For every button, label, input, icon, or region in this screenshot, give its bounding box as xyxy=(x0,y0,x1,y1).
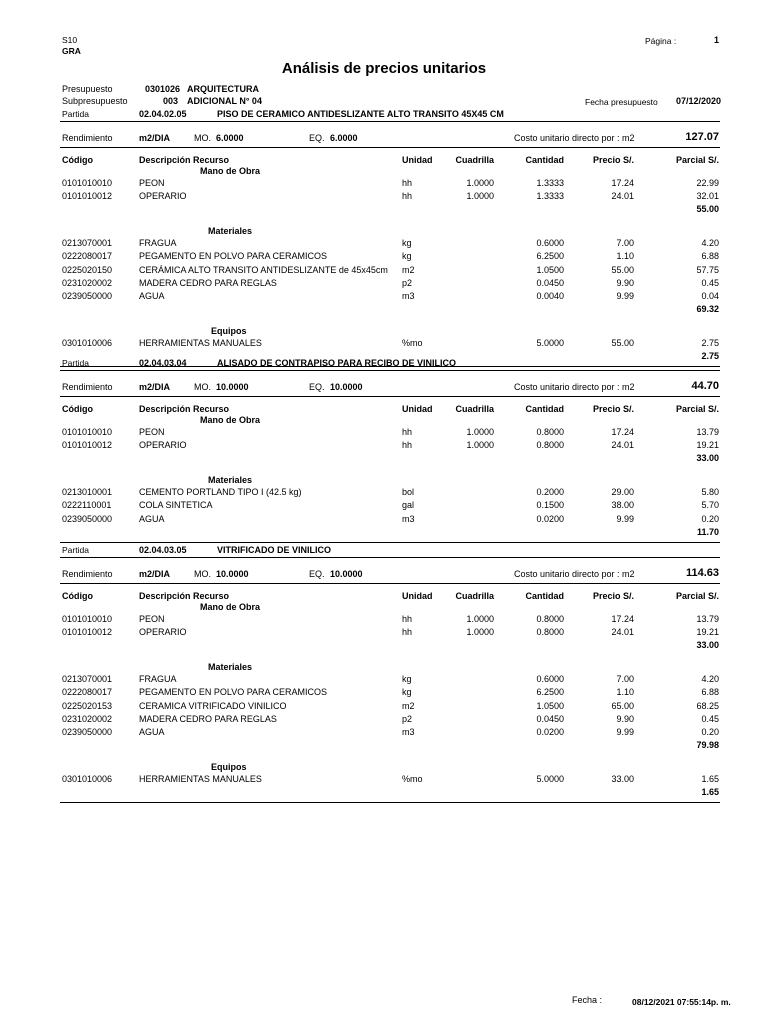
footer-date-label: Fecha : xyxy=(572,995,603,1005)
presupuesto-code: 0301026 xyxy=(145,84,181,94)
col-header-unidad: Unidad xyxy=(402,155,433,165)
row-parcial: 2.75 xyxy=(701,337,719,348)
eq-value: 10.0000 xyxy=(330,569,363,579)
row-descripcion: MADERA CEDRO PARA REGLAS xyxy=(139,713,277,724)
row-cantidad: 1.3333 xyxy=(536,178,564,188)
subpresupuesto-code: 003 xyxy=(163,96,179,106)
row-precio: 55.00 xyxy=(611,264,634,275)
rendimiento-label: Rendimiento xyxy=(62,569,113,579)
group-title: Equipos xyxy=(211,761,247,772)
header-separator xyxy=(60,147,720,148)
eq-label: EQ. xyxy=(309,133,325,143)
costo-unitario-label: Costo unitario directo por : m2 xyxy=(514,569,635,579)
col-header-cuadrilla: Cuadrilla xyxy=(455,591,494,601)
row-unidad: %mo xyxy=(402,337,423,348)
row-codigo: 0101010012 xyxy=(62,191,113,202)
row-parcial: 0.20 xyxy=(701,513,719,524)
row-precio: 9.99 xyxy=(616,726,634,737)
col-header-unidad: Unidad xyxy=(402,591,433,601)
row-descripcion: OPERARIO xyxy=(139,440,187,451)
col-header-codigo: Código xyxy=(62,591,93,601)
row-cantidad: 0.6000 xyxy=(536,238,564,249)
col-header-codigo: Código xyxy=(62,404,93,414)
row-precio: 24.01 xyxy=(611,627,634,638)
row-descripcion: COLA SINTETICA xyxy=(139,500,213,511)
row-codigo: 0213070001 xyxy=(62,238,113,249)
row-cantidad: 1.0500 xyxy=(536,700,564,711)
row-unidad: m3 xyxy=(402,290,415,301)
row-precio: 9.90 xyxy=(616,277,634,288)
fecha-presupuesto-value: 07/12/2020 xyxy=(676,96,722,106)
row-parcial: 0.45 xyxy=(701,277,719,288)
col-header-descripcion: Descripción Recurso xyxy=(139,404,230,414)
row-precio: 9.99 xyxy=(616,290,634,301)
row-cantidad: 0.1500 xyxy=(536,500,564,511)
row-descripcion: PEON xyxy=(139,178,165,188)
row-cantidad: 5.0000 xyxy=(536,773,564,784)
row-parcial: 57.75 xyxy=(696,264,719,275)
row-codigo: 0101010012 xyxy=(62,627,113,638)
footer-date-value: 08/12/2021 07:55:14p. m. xyxy=(632,997,731,1007)
row-codigo: 0231020002 xyxy=(62,277,113,288)
row-unidad: hh xyxy=(402,627,413,638)
row-precio: 24.01 xyxy=(611,191,634,202)
row-descripcion: HERRAMIENTAS MANUALES xyxy=(139,337,262,348)
group-title: Equipos xyxy=(211,325,247,336)
row-cuadrilla: 1.0000 xyxy=(466,427,494,437)
partida-end-separator xyxy=(60,802,720,803)
row-precio: 17.24 xyxy=(611,427,634,437)
row-cantidad: 0.8000 xyxy=(536,627,564,638)
row-codigo: 0101010010 xyxy=(62,427,113,437)
row-descripcion: OPERARIO xyxy=(139,191,187,202)
row-parcial: 13.79 xyxy=(696,427,719,437)
rendimiento-unit: m2/DIA xyxy=(139,382,171,392)
row-precio: 38.00 xyxy=(611,500,634,511)
page-title: Análisis de precios unitarios xyxy=(281,60,487,77)
row-cuadrilla: 1.0000 xyxy=(466,614,494,624)
rendimiento-label: Rendimiento xyxy=(62,133,113,143)
row-codigo: 0239050000 xyxy=(62,726,113,737)
costo-unitario-label: Costo unitario directo por : m2 xyxy=(514,382,635,392)
gra-label: GRA xyxy=(62,46,81,56)
row-descripcion: CERÁMICA ALTO TRANSITO ANTIDESLIZANTE de 45x45cm xyxy=(139,264,388,275)
row-cantidad: 0.8000 xyxy=(536,614,564,624)
group-total: 79.98 xyxy=(696,739,719,750)
row-unidad: p2 xyxy=(402,277,413,288)
group-total: 11.70 xyxy=(696,526,719,537)
row-descripcion: FRAGUA xyxy=(139,674,177,685)
eq-label: EQ. xyxy=(309,382,325,392)
row-cantidad: 0.0450 xyxy=(536,277,564,288)
row-codigo: 0213010001 xyxy=(62,487,113,498)
row-unidad: kg xyxy=(402,687,412,698)
eq-value: 10.0000 xyxy=(330,382,363,392)
row-codigo: 0101010012 xyxy=(62,440,113,451)
row-precio: 9.90 xyxy=(616,713,634,724)
group-total: 1.65 xyxy=(701,787,719,797)
row-unidad: kg xyxy=(402,251,412,262)
header-separator xyxy=(60,583,720,584)
row-codigo: 0239050000 xyxy=(62,513,113,524)
row-parcial: 19.21 xyxy=(696,627,719,638)
fecha-presupuesto-label: Fecha presupuesto xyxy=(585,97,658,107)
row-parcial: 68.25 xyxy=(696,700,719,711)
row-unidad: m2 xyxy=(402,700,415,711)
row-cuadrilla: 1.0000 xyxy=(466,627,494,638)
row-parcial: 4.20 xyxy=(701,238,719,249)
partida-label: Partida xyxy=(62,545,89,555)
row-descripcion: PEGAMENTO EN POLVO PARA CERAMICOS xyxy=(139,687,328,698)
row-cantidad: 6.2500 xyxy=(536,687,564,698)
subpresupuesto-label: Subpresupuesto xyxy=(62,96,128,106)
row-parcial: 22.99 xyxy=(696,178,719,188)
group-title: Mano de Obra xyxy=(200,602,261,612)
row-parcial: 6.88 xyxy=(701,251,719,262)
costo-unitario-value: 44.70 xyxy=(691,380,719,392)
rendimiento-unit: m2/DIA xyxy=(139,569,171,579)
row-precio: 55.00 xyxy=(611,337,634,348)
row-cantidad: 0.0200 xyxy=(536,726,564,737)
partida-code: 02.04.03.05 xyxy=(139,545,187,555)
group-total: 33.00 xyxy=(696,453,719,464)
row-codigo: 0225020153 xyxy=(62,700,113,711)
row-cuadrilla: 1.0000 xyxy=(466,191,494,202)
row-cantidad: 0.8000 xyxy=(536,427,564,437)
col-header-unidad: Unidad xyxy=(402,404,433,414)
row-codigo: 0101010010 xyxy=(62,178,113,188)
subpresupuesto-name: ADICIONAL N° 04 xyxy=(187,96,262,106)
presupuesto-name: ARQUITECTURA xyxy=(187,84,259,94)
row-cantidad: 1.0500 xyxy=(536,264,564,275)
col-header-parcial: Parcial S/. xyxy=(675,404,719,414)
row-cantidad: 0.0200 xyxy=(536,513,564,524)
group-title: Mano de Obra xyxy=(200,415,261,425)
row-codigo: 0222080017 xyxy=(62,687,113,698)
partida-description: ALISADO DE CONTRAPISO PARA RECIBO DE VINILICO xyxy=(217,358,457,368)
partida-description: VITRIFICADO DE VINILICO xyxy=(217,545,332,555)
rendimiento-label: Rendimiento xyxy=(62,382,113,392)
mo-value: 10.0000 xyxy=(216,569,249,579)
partida-separator xyxy=(60,557,720,558)
row-precio: 24.01 xyxy=(611,440,634,451)
row-cantidad: 0.8000 xyxy=(536,440,564,451)
partida-code: 02.04.03.04 xyxy=(139,358,187,368)
row-parcial: 1.65 xyxy=(701,773,719,784)
row-cantidad: 0.2000 xyxy=(536,487,564,498)
header-separator xyxy=(60,396,720,397)
col-header-descripcion: Descripción Recurso xyxy=(139,591,230,601)
row-unidad: hh xyxy=(402,614,413,624)
row-descripcion: CEMENTO PORTLAND TIPO I (42.5 kg) xyxy=(139,487,302,498)
row-codigo: 0301010006 xyxy=(62,337,113,348)
group-title: Materiales xyxy=(208,475,253,486)
mo-value: 10.0000 xyxy=(216,382,249,392)
row-parcial: 0.20 xyxy=(701,726,719,737)
col-header-codigo: Código xyxy=(62,155,93,165)
row-descripcion: PEON xyxy=(139,614,165,624)
row-parcial: 4.20 xyxy=(701,674,719,685)
row-parcial: 5.70 xyxy=(701,500,719,511)
mo-label: MO. xyxy=(194,382,211,392)
group-title: Mano de Obra xyxy=(200,166,261,176)
group-total: 2.75 xyxy=(701,351,719,361)
row-unidad: kg xyxy=(402,674,412,685)
col-header-descripcion: Descripción Recurso xyxy=(139,155,230,165)
row-unidad: m3 xyxy=(402,726,415,737)
row-unidad: m2 xyxy=(402,264,415,275)
mo-value: 6.0000 xyxy=(216,133,244,143)
row-precio: 9.99 xyxy=(616,513,634,524)
row-unidad: hh xyxy=(402,178,413,188)
row-codigo: 0231020002 xyxy=(62,713,113,724)
col-header-precio: Precio S/. xyxy=(592,404,634,414)
row-descripcion: CERAMICA VITRIFICADO VINILICO xyxy=(139,700,287,711)
col-header-precio: Precio S/. xyxy=(592,591,634,601)
rendimiento-unit: m2/DIA xyxy=(139,133,171,143)
row-codigo: 0222110001 xyxy=(62,500,112,511)
col-header-cantidad: Cantidad xyxy=(525,155,564,165)
row-unidad: %mo xyxy=(402,773,423,784)
partida-code: 02.04.02.05 xyxy=(139,109,187,119)
eq-label: EQ. xyxy=(309,569,325,579)
row-parcial: 6.88 xyxy=(701,687,719,698)
row-descripcion: PEGAMENTO EN POLVO PARA CERAMICOS xyxy=(139,251,328,262)
row-parcial: 0.45 xyxy=(701,713,719,724)
group-title: Materiales xyxy=(208,226,253,237)
row-unidad: hh xyxy=(402,440,413,451)
row-precio: 1.10 xyxy=(616,687,634,698)
row-descripcion: AGUA xyxy=(139,726,165,737)
row-codigo: 0101010010 xyxy=(62,614,113,624)
costo-unitario-value: 114.63 xyxy=(685,567,719,579)
row-parcial: 32.01 xyxy=(696,191,719,202)
partida-separator xyxy=(60,370,720,371)
group-total: 55.00 xyxy=(696,204,719,215)
row-precio: 29.00 xyxy=(611,487,634,498)
row-cuadrilla: 1.0000 xyxy=(466,178,494,188)
row-cantidad: 0.6000 xyxy=(536,674,564,685)
row-descripcion: FRAGUA xyxy=(139,238,177,249)
row-cantidad: 0.0450 xyxy=(536,713,564,724)
row-unidad: p2 xyxy=(402,713,413,724)
row-precio: 17.24 xyxy=(611,614,634,624)
col-header-parcial: Parcial S/. xyxy=(675,155,719,165)
row-parcial: 5.80 xyxy=(701,487,719,498)
row-precio: 33.00 xyxy=(611,773,634,784)
row-descripcion: AGUA xyxy=(139,513,165,524)
col-header-parcial: Parcial S/. xyxy=(675,591,719,601)
row-cantidad: 5.0000 xyxy=(536,337,564,348)
row-codigo: 0213070001 xyxy=(62,674,113,685)
page-number: 1 xyxy=(714,35,720,45)
row-unidad: hh xyxy=(402,191,413,202)
row-unidad: m3 xyxy=(402,513,415,524)
col-header-cantidad: Cantidad xyxy=(525,404,564,414)
partida-label: Partida xyxy=(62,109,89,119)
s10-label: S10 xyxy=(62,35,78,45)
col-header-precio: Precio S/. xyxy=(592,155,634,165)
row-precio: 65.00 xyxy=(611,700,634,711)
row-cantidad: 1.3333 xyxy=(536,191,564,202)
partida-end-separator xyxy=(60,542,720,543)
group-title: Materiales xyxy=(208,662,253,673)
eq-value: 6.0000 xyxy=(330,133,358,143)
partida-description: PISO DE CERAMICO ANTIDESLIZANTE ALTO TRANSITO 45X45 CM xyxy=(217,109,504,119)
row-cantidad: 0.0040 xyxy=(536,290,564,301)
partida-label: Partida xyxy=(62,358,89,368)
costo-unitario-value: 127.07 xyxy=(685,131,719,143)
row-unidad: bol xyxy=(402,487,415,498)
col-header-cantidad: Cantidad xyxy=(525,591,564,601)
row-parcial: 13.79 xyxy=(696,614,719,624)
row-descripcion: AGUA xyxy=(139,290,165,301)
partida-separator xyxy=(60,121,720,122)
row-parcial: 0.04 xyxy=(701,290,719,301)
row-precio: 7.00 xyxy=(616,674,634,685)
row-codigo: 0222080017 xyxy=(62,251,113,262)
mo-label: MO. xyxy=(194,133,211,143)
row-cuadrilla: 1.0000 xyxy=(466,440,494,451)
row-codigo: 0301010006 xyxy=(62,773,113,784)
row-precio: 7.00 xyxy=(616,238,634,249)
costo-unitario-label: Costo unitario directo por : m2 xyxy=(514,133,635,143)
row-parcial: 19.21 xyxy=(696,440,719,451)
row-precio: 17.24 xyxy=(611,178,634,188)
row-descripcion: PEON xyxy=(139,427,165,437)
presupuesto-label: Presupuesto xyxy=(62,84,113,94)
col-header-cuadrilla: Cuadrilla xyxy=(455,155,494,165)
row-descripcion: OPERARIO xyxy=(139,627,187,638)
mo-label: MO. xyxy=(194,569,211,579)
row-cantidad: 6.2500 xyxy=(536,251,564,262)
row-unidad: gal xyxy=(402,500,415,511)
row-codigo: 0225020150 xyxy=(62,264,113,275)
row-unidad: kg xyxy=(402,238,412,249)
row-descripcion: MADERA CEDRO PARA REGLAS xyxy=(139,277,277,288)
page-label: Página : xyxy=(645,36,677,46)
col-header-cuadrilla: Cuadrilla xyxy=(455,404,494,414)
row-descripcion: HERRAMIENTAS MANUALES xyxy=(139,773,262,784)
group-total: 33.00 xyxy=(696,640,719,651)
row-precio: 1.10 xyxy=(616,251,634,262)
row-unidad: hh xyxy=(402,427,413,437)
group-total: 69.32 xyxy=(696,303,719,314)
row-codigo: 0239050000 xyxy=(62,290,113,301)
